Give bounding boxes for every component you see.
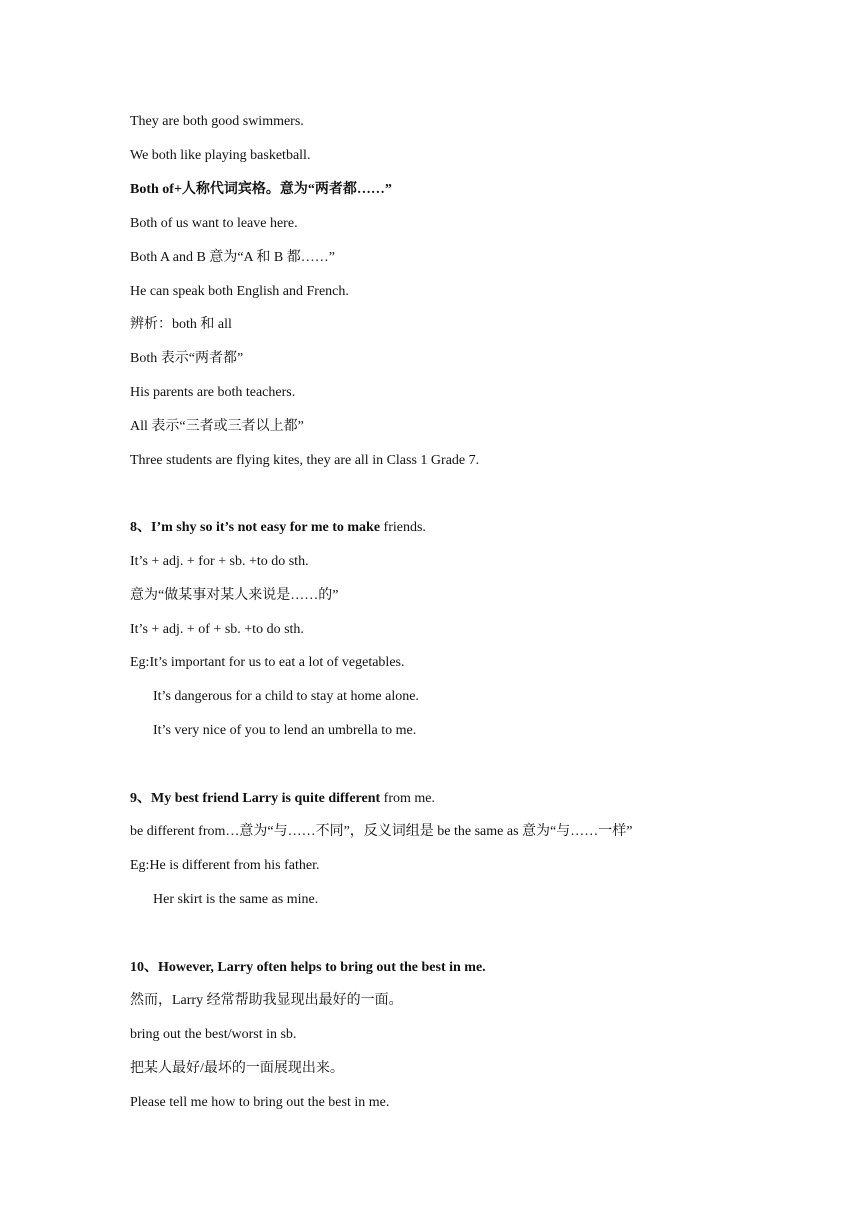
section-heading-bold: 8、I’m shy so it’s not easy for me to make: [130, 520, 381, 535]
text-line: He can speak both English and French.: [130, 284, 349, 299]
text-line: be different from…意为“与……不同”，反义词组是 be the same as 意为“与……一样”: [130, 824, 633, 839]
text-line: It’s + adj. + for + sb. +to do sth.: [130, 554, 309, 569]
text-line: It’s + adj. + of + sb. +to do sth.: [130, 622, 304, 637]
text-line: Three students are flying kites, they are all in Class 1 Grade 7.: [130, 453, 480, 468]
text-line: 然而，Larry 经常帮助我显现出最好的一面。: [130, 993, 403, 1008]
text-line: They are both good swimmers.: [130, 114, 304, 129]
text-line: bring out the best/worst in sb.: [130, 1027, 297, 1042]
example-line: It’s very nice of you to lend an umbrella to me.: [153, 723, 417, 738]
text-line: 把某人最好/最坏的一面展现出来。: [130, 1061, 344, 1076]
example-line: Her skirt is the same as mine.: [153, 892, 319, 907]
example-line: Eg:It’s important for us to eat a lot of vegetables.: [130, 655, 405, 670]
section-heading-rest: friends.: [380, 520, 426, 535]
section-heading-9: [130, 790, 435, 808]
text-line: His parents are both teachers.: [130, 385, 296, 400]
text-line: Both 表示“两者都”: [130, 351, 244, 366]
text-line: Both of us want to leave here.: [130, 216, 298, 231]
text-line: 辨析：both 和 all: [130, 317, 232, 332]
text-line: Please tell me how to bring out the best in me.: [130, 1095, 390, 1110]
text-line: 意为“做某事对某人来说是……的”: [130, 588, 339, 603]
section-heading-rest: from me.: [380, 791, 435, 806]
text-line: All 表示“三者或三者以上都”: [130, 419, 304, 434]
text-line: We both like playing basketball.: [130, 148, 311, 163]
section-heading-8: [130, 519, 426, 537]
example-line: Eg:He is different from his father.: [130, 858, 320, 873]
text-line: Both A and B 意为“A 和 B 都……”: [130, 250, 335, 265]
section-heading-10: 10、However, Larry often helps to bring out the best in me.: [130, 960, 486, 975]
grammar-heading: Both of+人称代词宾格。意为“两者都……”: [130, 182, 392, 197]
section-heading-bold: 9、My best friend Larry is quite different: [130, 791, 381, 806]
example-line: It’s dangerous for a child to stay at home alone.: [153, 689, 419, 704]
